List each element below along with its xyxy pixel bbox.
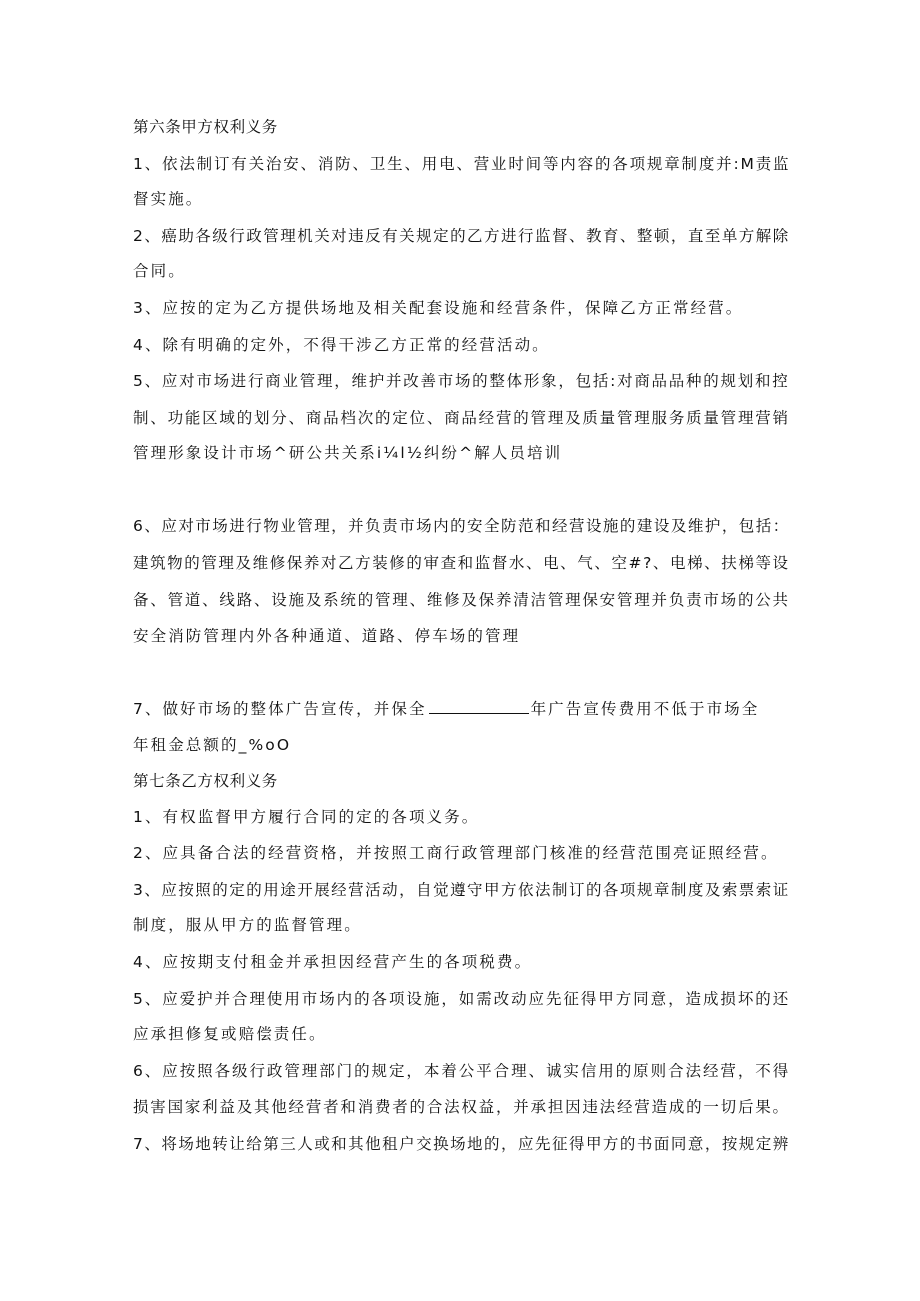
fill-in-blank[interactable] [429, 699, 529, 714]
article-7-line-2: 2、应具备合法的经营资格，并按照工商行政管理部门核准的经营范围亮证照经营。 [133, 844, 779, 862]
article-6-line-8: 制、功能区域的划分、商品档次的定位、商品经营的管理及质量管理服务质量管理营销 [133, 409, 790, 427]
article-7-line-1: 1、有权监督甲方履行合同的定的各项义务。 [133, 808, 480, 826]
article-6-line-1: 1、依法制订有关治安、消防、卫生、用电、营业时间等内容的各项规章制度并:M责监 [133, 155, 791, 173]
article-7-line-6: 5、应爱护并合理使用市场内的各项设施，如需改动应先征得甲方同意，造成损坏的还 [133, 990, 791, 1008]
article-6-line-13: 安全消防管理内外各种通道、道路、停车场的管理 [133, 627, 521, 645]
article-7-line-3: 3、应按照的定的用途开展经营活动，自觉遵守甲方依法制订的各项规章制度及索票索证 [133, 881, 790, 899]
article-7-line-10: 7、将场地转让给第三人或和其他租户交换场地的，应先征得甲方的书面同意，按规定辨 [133, 1135, 790, 1153]
article-6-heading: 第六条甲方权利义务 [133, 118, 278, 136]
article-7-line-8: 6、应按照各级行政管理部门的规定，本着公平合理、诚实信用的原则合法经营，不得 [133, 1062, 791, 1080]
article-6-line-6: 4、除有明确的定外，不得干涉乙方正常的经营活动。 [133, 336, 550, 354]
article-6-line-2: 督实施。 [133, 190, 204, 208]
article-6-line-10: 6、应对市场进行物业管理，并负责市场内的安全防范和经营设施的建设及维护，包括： [133, 517, 790, 535]
article-7-line-4: 制度，服从甲方的监督管理。 [133, 916, 362, 934]
article-6-line-3: 2、癌助各级行政管理机关对违反有关规定的乙方进行监督、教育、整顿，直至单方解除 [133, 227, 790, 245]
article-6-item-7-line-2: 年租金总额的_%oO [133, 736, 292, 754]
item-7-suffix: 年广告宣传费用不低于市场全 [530, 700, 760, 718]
article-6-line-5: 3、应按的定为乙方提供场地及相关配套设施和经营条件，保障乙方正常经营。 [133, 299, 744, 317]
article-6-line-9: 管理形象设计市场^研公共关系i¼l½纠纷^解人员培训 [133, 444, 563, 462]
article-6-item-7 [133, 699, 759, 719]
article-6-line-7: 5、应对市场进行商业管理，维护并改善市场的整体形象，包括:对商品品种的规划和控 [133, 372, 790, 390]
item-7-prefix: 7、做好市场的整体广告宣传，并保全 [133, 700, 427, 718]
article-7-line-9: 损害国家利益及其他经营者和消费者的合法权益，并承担因违法经营造成的一切后果。 [133, 1098, 790, 1116]
article-7-line-5: 4、应按期支付租金并承担因经营产生的各项税费。 [133, 953, 533, 971]
article-7-heading: 第七条乙方权利义务 [133, 772, 278, 790]
article-7-line-7: 应承担修复或赔偿责任。 [133, 1025, 327, 1043]
article-6-line-12: 备、管道、线路、设施及系统的管理、维修及保养清洁管理保安管理并负责市场的公共 [133, 591, 790, 609]
article-6-line-4: 合同。 [133, 262, 186, 280]
article-6-line-11: 建筑物的管理及维修保养对乙方装修的审查和监督水、电、气、空#?、电梯、扶梯等设 [133, 554, 790, 572]
